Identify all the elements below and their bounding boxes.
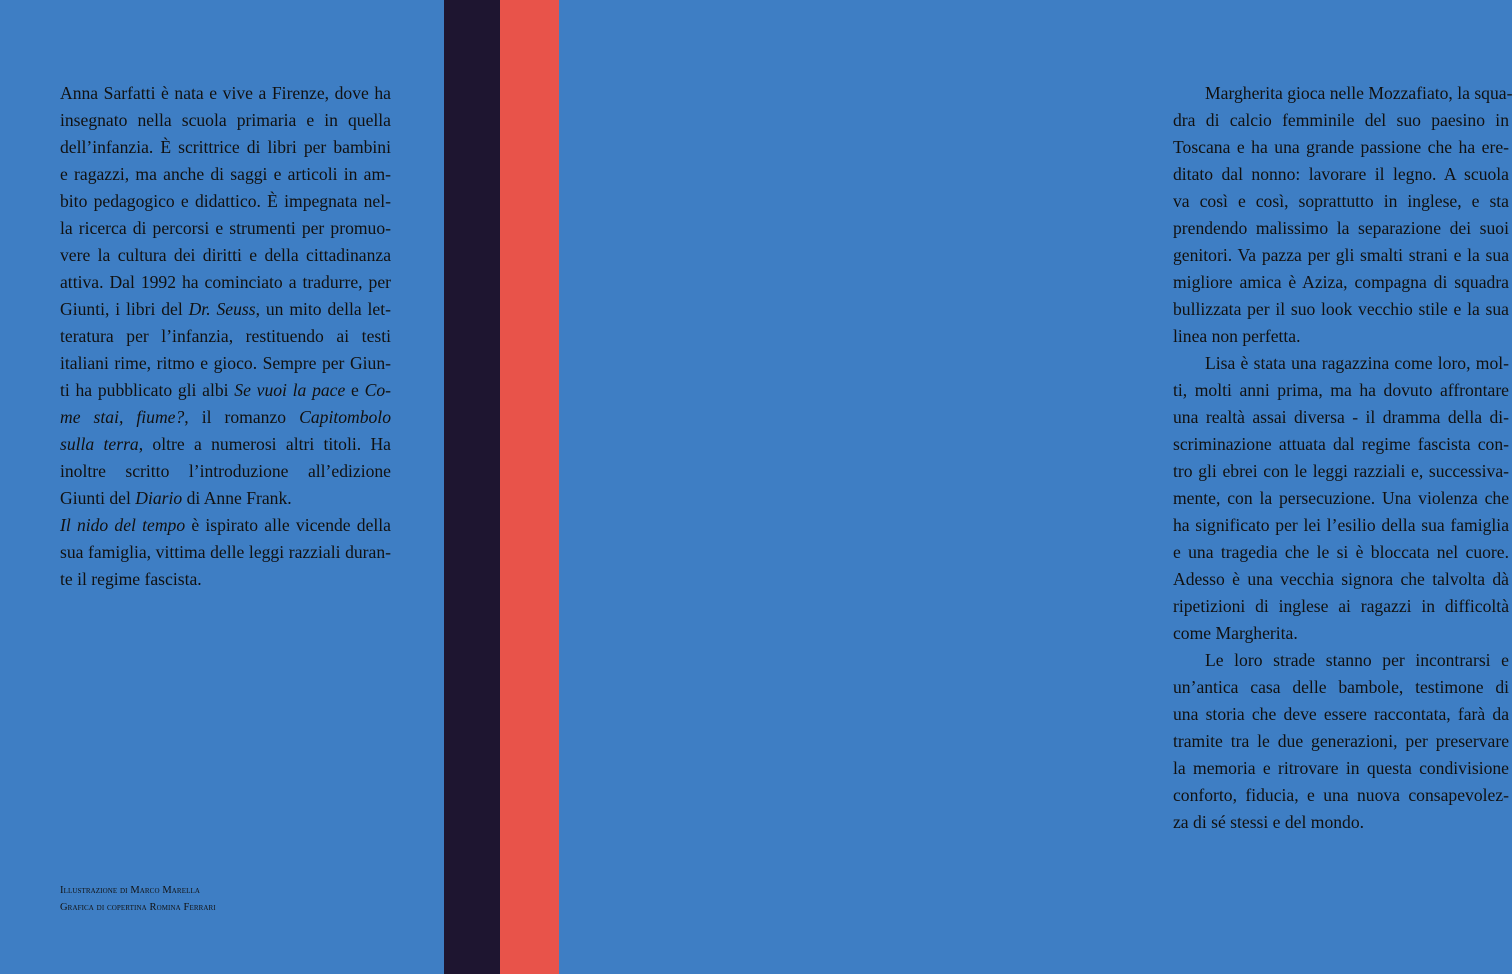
back-flap bbox=[0, 0, 444, 974]
red-spine-stripe bbox=[500, 0, 559, 974]
bio-line: bito pedagogico e didattico. È impegnata nel- bbox=[60, 191, 391, 211]
synopsis-line: za di sé stessi e del mondo. bbox=[1173, 812, 1365, 832]
synopsis-line: ha significato per lei l’esilio della sua famiglia bbox=[1173, 515, 1509, 535]
synopsis-line: genitori. Va pazza per gli smalti strani e la sua bbox=[1173, 245, 1509, 265]
synopsis-line: prendendo malissimo la separazione dei suoi bbox=[1173, 218, 1509, 238]
title-diario: Diario bbox=[135, 488, 183, 508]
synopsis-line: la memoria e ritrovare in questa condivisione bbox=[1173, 758, 1509, 778]
bio-line: inoltre scritto l’introduzione all’edizione bbox=[60, 461, 391, 481]
synopsis-line: una storia che deve essere raccontata, farà da bbox=[1173, 704, 1509, 724]
book-synopsis bbox=[1173, 80, 1512, 836]
synopsis-line: ripetizioni di inglese ai ragazzi in difficoltà bbox=[1173, 596, 1509, 616]
bio-line: Giunti del Diario di Anne Frank. bbox=[60, 488, 292, 508]
synopsis-line: migliore amica è Aziza, compagna di squadra bbox=[1173, 272, 1509, 292]
bio-line: la ricerca di percorsi e strumenti per promuo- bbox=[60, 218, 391, 238]
dark-spine-stripe bbox=[444, 0, 500, 974]
author-bio bbox=[60, 80, 391, 593]
synopsis-line: va così e così, soprattutto in inglese, e sta bbox=[1173, 191, 1509, 211]
synopsis-line: scriminazione attuata dal regime fascista con- bbox=[1173, 434, 1509, 454]
synopsis-line: tramite tra le due generazioni, per preservare bbox=[1173, 731, 1509, 751]
synopsis-line: Toscana e ha una grande passione che ha ere- bbox=[1173, 137, 1509, 157]
bio-line: Anna Sarfatti è nata e vive a Firenze, dove ha bbox=[60, 83, 391, 103]
bio-line: teratura per l’infanzia, restituendo ai testi bbox=[60, 326, 391, 346]
synopsis-line: bullizzata per il suo look vecchio stile e la sua bbox=[1173, 299, 1509, 319]
synopsis-line: e una tragedia che le si è bloccata nel cuore. bbox=[1173, 542, 1509, 562]
bio-line: italiani rime, ritmo e gioco. Sempre per Giun- bbox=[60, 353, 391, 373]
bio-line: Giunti, i libri del Dr. Seuss, un mito della let- bbox=[60, 299, 391, 319]
synopsis-line: Margherita gioca nelle Mozzafiato, la squa- bbox=[1205, 83, 1512, 103]
bio-line: sua famiglia, vittima delle leggi razziali duran- bbox=[60, 542, 391, 562]
bio-line: insegnato nella scuola primaria e in quella bbox=[60, 110, 391, 130]
synopsis-line: un’antica casa delle bambole, testimone di bbox=[1173, 677, 1509, 697]
synopsis-line: tro gli ebrei con le leggi razziali e, successiva- bbox=[1173, 461, 1509, 481]
title-come-stai-fiume: me stai, fiume? bbox=[60, 407, 185, 427]
bio-line: attiva. Dal 1992 ha cominciato a tradurre, per bbox=[60, 272, 391, 292]
bio-line: sulla terra, oltre a numerosi altri titoli. Ha bbox=[60, 434, 391, 454]
title-capitombolo: Capitombolo bbox=[299, 407, 391, 427]
synopsis-line: come Margherita. bbox=[1173, 623, 1298, 643]
synopsis-line: linea non perfetta. bbox=[1173, 326, 1301, 346]
synopsis-line: Adesso è una vecchia signora che talvolta dà bbox=[1173, 569, 1509, 589]
synopsis-line: una realtà assai diversa - il dramma della di- bbox=[1173, 407, 1509, 427]
illustration-credit: Illustrazione di Marco Marella bbox=[60, 885, 200, 896]
synopsis-line: Lisa è stata una ragazzina come loro, mol- bbox=[1205, 353, 1509, 373]
title-dr-seuss: Dr. Seuss bbox=[188, 299, 256, 319]
bio-line: te il regime fascista. bbox=[60, 569, 202, 589]
synopsis-line: dra di calcio femminile del suo paesino in bbox=[1173, 110, 1509, 130]
bio-line: me stai, fiume?, il romanzo Capitombolo bbox=[60, 407, 391, 427]
cover-design-credit: Grafica di copertina Romina Ferrari bbox=[60, 902, 216, 913]
bio-line: vere la cultura dei diritti e della cittadinanza bbox=[60, 245, 391, 265]
synopsis-line: mente, con la persecuzione. Una violenza che bbox=[1173, 488, 1509, 508]
credits bbox=[60, 882, 216, 916]
bio-line: Il nido del tempo è ispirato alle vicende della bbox=[60, 515, 391, 535]
bio-line: ti ha pubblicato gli albi Se vuoi la pace e Co- bbox=[60, 380, 391, 400]
synopsis-line: conforto, fiducia, e una nuova consapevolez- bbox=[1173, 785, 1509, 805]
synopsis-line: ti, molti anni prima, ma ha dovuto affrontare bbox=[1173, 380, 1509, 400]
synopsis-line: ditato dal nonno: lavorare il legno. A scuola bbox=[1173, 164, 1509, 184]
title-se-vuoi-la-pace: Se vuoi la pace bbox=[234, 380, 346, 400]
title-il-nido-del-tempo: Il nido del tempo bbox=[60, 515, 186, 535]
front-flap bbox=[559, 0, 1512, 974]
bio-line: dell’infanzia. È scrittrice di libri per bambini bbox=[60, 137, 391, 157]
synopsis-line: Le loro strade stanno per incontrarsi e bbox=[1205, 650, 1509, 670]
bio-line: e ragazzi, ma anche di saggi e articoli in am- bbox=[60, 164, 391, 184]
